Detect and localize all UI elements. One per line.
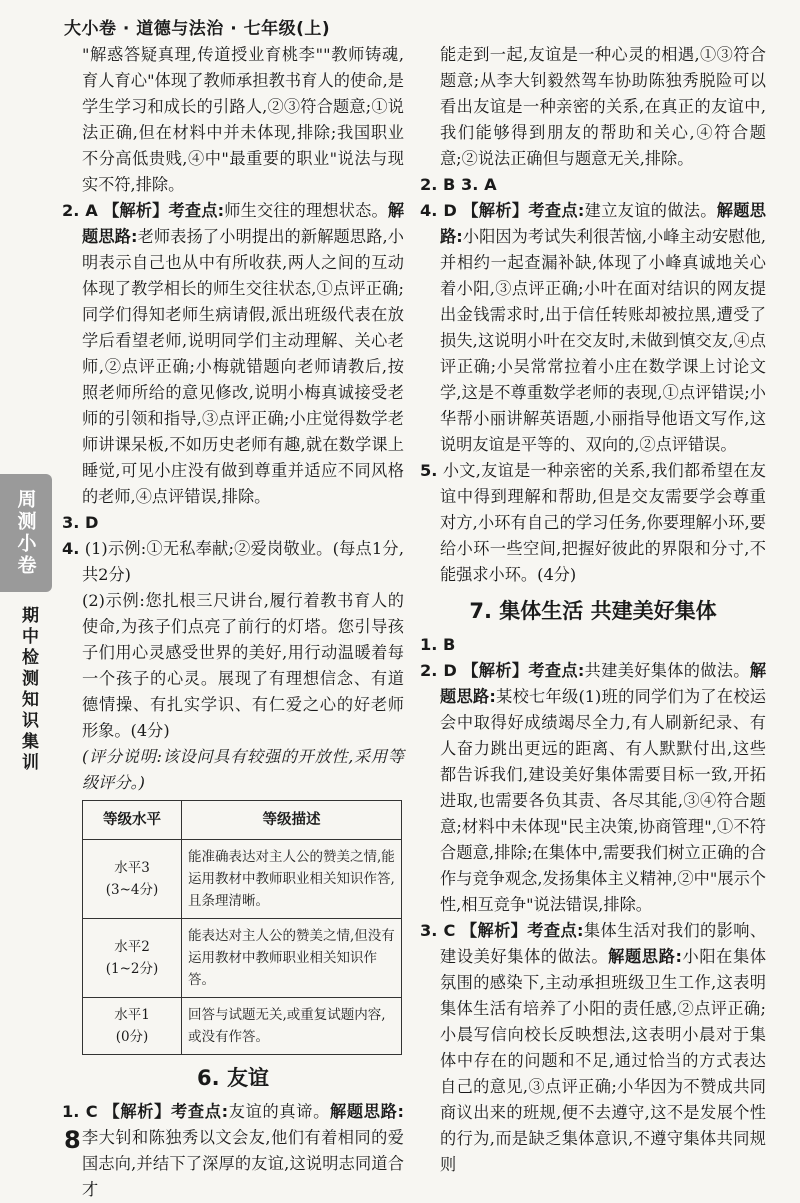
item-number: 1. C — [62, 1102, 98, 1121]
item-number: 4. D — [420, 201, 457, 220]
level-name: 水平3 — [114, 860, 150, 876]
table-header: 等级水平 — [83, 801, 182, 840]
answer-item-4 — [420, 198, 766, 458]
analysis-tag: 【解析】考查点: — [103, 1102, 229, 1121]
analysis-tag: 【解析】考查点: — [462, 661, 585, 680]
table-row — [83, 998, 402, 1055]
answer-part-1: (1)示例:①无私奉献;②爱岗敬业。(每点1分,共2分) — [82, 539, 404, 584]
analysis-tag: 【解析】考查点: — [462, 201, 585, 220]
solution-label: 解题思路: — [440, 201, 766, 246]
table-header: 等级描述 — [182, 801, 402, 840]
solution-text: 某校七年级(1)班的同学们为了在校运会中取得好成绩竭尽全力,有人刷新纪录、有人奋力跳出更远的距离、有人默默付出,这些都告诉我们,建设美好集体需要目标一致,开拓进取,也需要各负其责、各尽其能,③④符合题意;材料中未体现"民主决策,协商管理",①不符合题意,排除;在集体中,需要我们树立正确的合作与竞争观念,发扬集体主义精神,②中"展示个性,相互竞争"说法错误,排除。 — [440, 687, 766, 914]
level-score: (1~2分) — [105, 961, 159, 977]
solution-text: 小阳在集体氛围的感染下,主动承担班级卫生工作,这表明集体生活有培养了小阳的责任感,②点评正确;小晨写信向校长反映想法,这表明小晨对于集体中存在的问题和不足,通过恰当的方式表达自己的意见,③点评正确;小华因为不赞成共同商议出来的班规,便不去遵守,这不是发展个性的行为,而是缺乏集体意识,不遵守集体共同规则 — [440, 947, 767, 1174]
table-row — [83, 840, 402, 919]
scoring-note: (评分说明:该设问具有较强的开放性,采用等级评分。) — [82, 747, 404, 792]
answer-item-2 — [420, 658, 766, 918]
answer-item-1 — [62, 1099, 404, 1203]
answer-part-2: (2)示例:您扎根三尺讲台,履行着教书育人的使命,为孩子们点亮了前行的灯塔。您引导孩子们用心灵感受世界的美好,用行动温暖着每一个孩子的心灵。展现了有理想信念、有道德情操、有扎实学识、有仁爱之心的好老师形象。(4分) — [82, 591, 404, 740]
side-tab-weekly-test[interactable] — [0, 474, 52, 592]
table-header-row — [83, 801, 402, 840]
analysis-tag: 【解析】考查点: — [460, 921, 584, 940]
item-number: 2. D — [420, 661, 457, 680]
solution-text: 李大钊和陈独秀以文会友,他们有着相同的爱国志向,并结下了深厚的友谊,这说明志同道合才 — [82, 1128, 404, 1199]
answer-item-4 — [62, 536, 404, 588]
level-score: (3~4分) — [105, 882, 159, 898]
table-cell-level — [83, 919, 182, 998]
answer-paragraph: 能走到一起,友谊是一种心灵的相遇,①③符合题意;从李大钊毅然驾车协助陈独秀脱险可以看出友谊是一种亲密的关系,在真正的友谊中,我们能够得到朋友的帮助和关心,④符合题意;②说法正确但与题意无关,排除。 — [440, 45, 766, 168]
answer-item-3 — [420, 918, 766, 1178]
table-cell-description: 能准确表达对主人公的赞美之情,能运用教材中教师职业相关知识作答,且条理清晰。 — [182, 840, 402, 919]
answer-item-2 — [62, 198, 404, 510]
answer-items-2-3: 2. B 3. A — [420, 175, 497, 194]
analysis-tag: 【解析】考查点: — [103, 201, 225, 220]
answer-item-1: 1. B — [420, 635, 456, 654]
solution-label: 解题思路: — [440, 661, 766, 706]
side-label-knowledge: 知识集训 — [18, 690, 38, 774]
section-title-friendship: 6. 友谊 — [197, 1066, 269, 1090]
table-cell-level — [83, 840, 182, 919]
scoring-table — [82, 800, 402, 1055]
level-score: (0分) — [115, 1029, 149, 1045]
left-column — [62, 42, 404, 1203]
side-tab-label: 周测小卷 — [14, 489, 37, 577]
solution-label: 解题思路: — [330, 1102, 404, 1121]
page-number: 8 — [64, 1126, 81, 1154]
item-number: 3. D — [62, 513, 99, 532]
solution-label: 解题思路: — [82, 201, 404, 246]
item-number: 5. — [420, 461, 438, 480]
test-point: 建立友谊的做法。 — [584, 201, 717, 220]
level-name: 水平2 — [114, 939, 150, 955]
test-point: 集体生活对我们的影响、建设美好集体的做法。 — [440, 921, 767, 966]
item-number: 3. C — [420, 921, 456, 940]
solution-label: 解题思路: — [608, 947, 682, 966]
page-header: 大小卷 · 道德与法治 · 七年级(上) — [64, 19, 331, 39]
table-row — [83, 919, 402, 998]
table-cell-description: 能表达对主人公的赞美之情,但没有运用教材中教师职业相关知识作答。 — [182, 919, 402, 998]
answer-item-5 — [420, 458, 766, 588]
test-point: 师生交往的理想状态。 — [224, 201, 388, 220]
section-title-collective-life: 7. 集体生活 共建美好集体 — [469, 599, 717, 623]
answer-paragraph: "解惑答疑真理,传道授业育桃李""教师铸魂,育人育心"体现了教师承担教书育人的使命,是学生学习和成长的引路人,②③符合题意;①说法正确,但在材料中并未体现,排除;我国职业不分高低贵贱,④中"最重要的职业"说法与现实不符,排除。 — [82, 45, 404, 194]
answer-item-3 — [62, 510, 404, 536]
test-point: 友谊的真谛。 — [228, 1102, 331, 1121]
test-point: 共建美好集体的做法。 — [584, 661, 750, 680]
item-number: 4. — [62, 539, 80, 558]
side-label-midterm: 期中检测 — [18, 606, 38, 690]
right-column — [420, 42, 766, 1178]
level-name: 水平1 — [114, 1007, 150, 1023]
solution-text: 老师表扬了小明提出的新解题思路,小明表示自己也从中有所收获,两人之间的互动体现了教学相长的师生交往状态,①点评正确;同学们得知老师生病请假,派出班级代表在放学后看望老师,说明同学们主动理解、关心老师,②点评正确;小梅就错题向老师请教后,按照老师所给的意见修改,说明小梅真诚接受老师的引领和指导,③点评正确;小庄觉得数学老师讲课呆板,不如历史老师有趣,就在数学课上睡觉,可见小庄没有做到尊重并适应不同风格的老师,④点评错误,排除。 — [82, 227, 404, 506]
answer-text: 小文,友谊是一种亲密的关系,我们都希望在友谊中得到理解和帮助,但是交友需要学会尊重对方,小环有自己的学习任务,你要理解小环,要给小环一些空间,把握好彼此的界限和分寸,不能强求小环。(4分) — [440, 461, 766, 584]
item-number: 2. A — [62, 201, 98, 220]
solution-text: 小阳因为考试失利很苦恼,小峰主动安慰他,并相约一起查漏补缺,体现了小峰真诚地关心着小阳,③点评正确;小叶在面对结识的网友提出金钱需求时,出于信任转账却被拉黑,遭受了损失,这说明小叶在交友时,未做到慎交友,④点评正确;小吴常常拉着小庄在数学课上讨论文学,这是不尊重数学老师的表现,①点评错误;小华帮小丽讲解英语题,小丽指导他语文写作,这说明友谊是平等的、双向的,②点评错误。 — [440, 227, 766, 454]
table-cell-description: 回答与试题无关,或重复试题内容,或没有作答。 — [182, 998, 402, 1055]
table-cell-level — [83, 998, 182, 1055]
